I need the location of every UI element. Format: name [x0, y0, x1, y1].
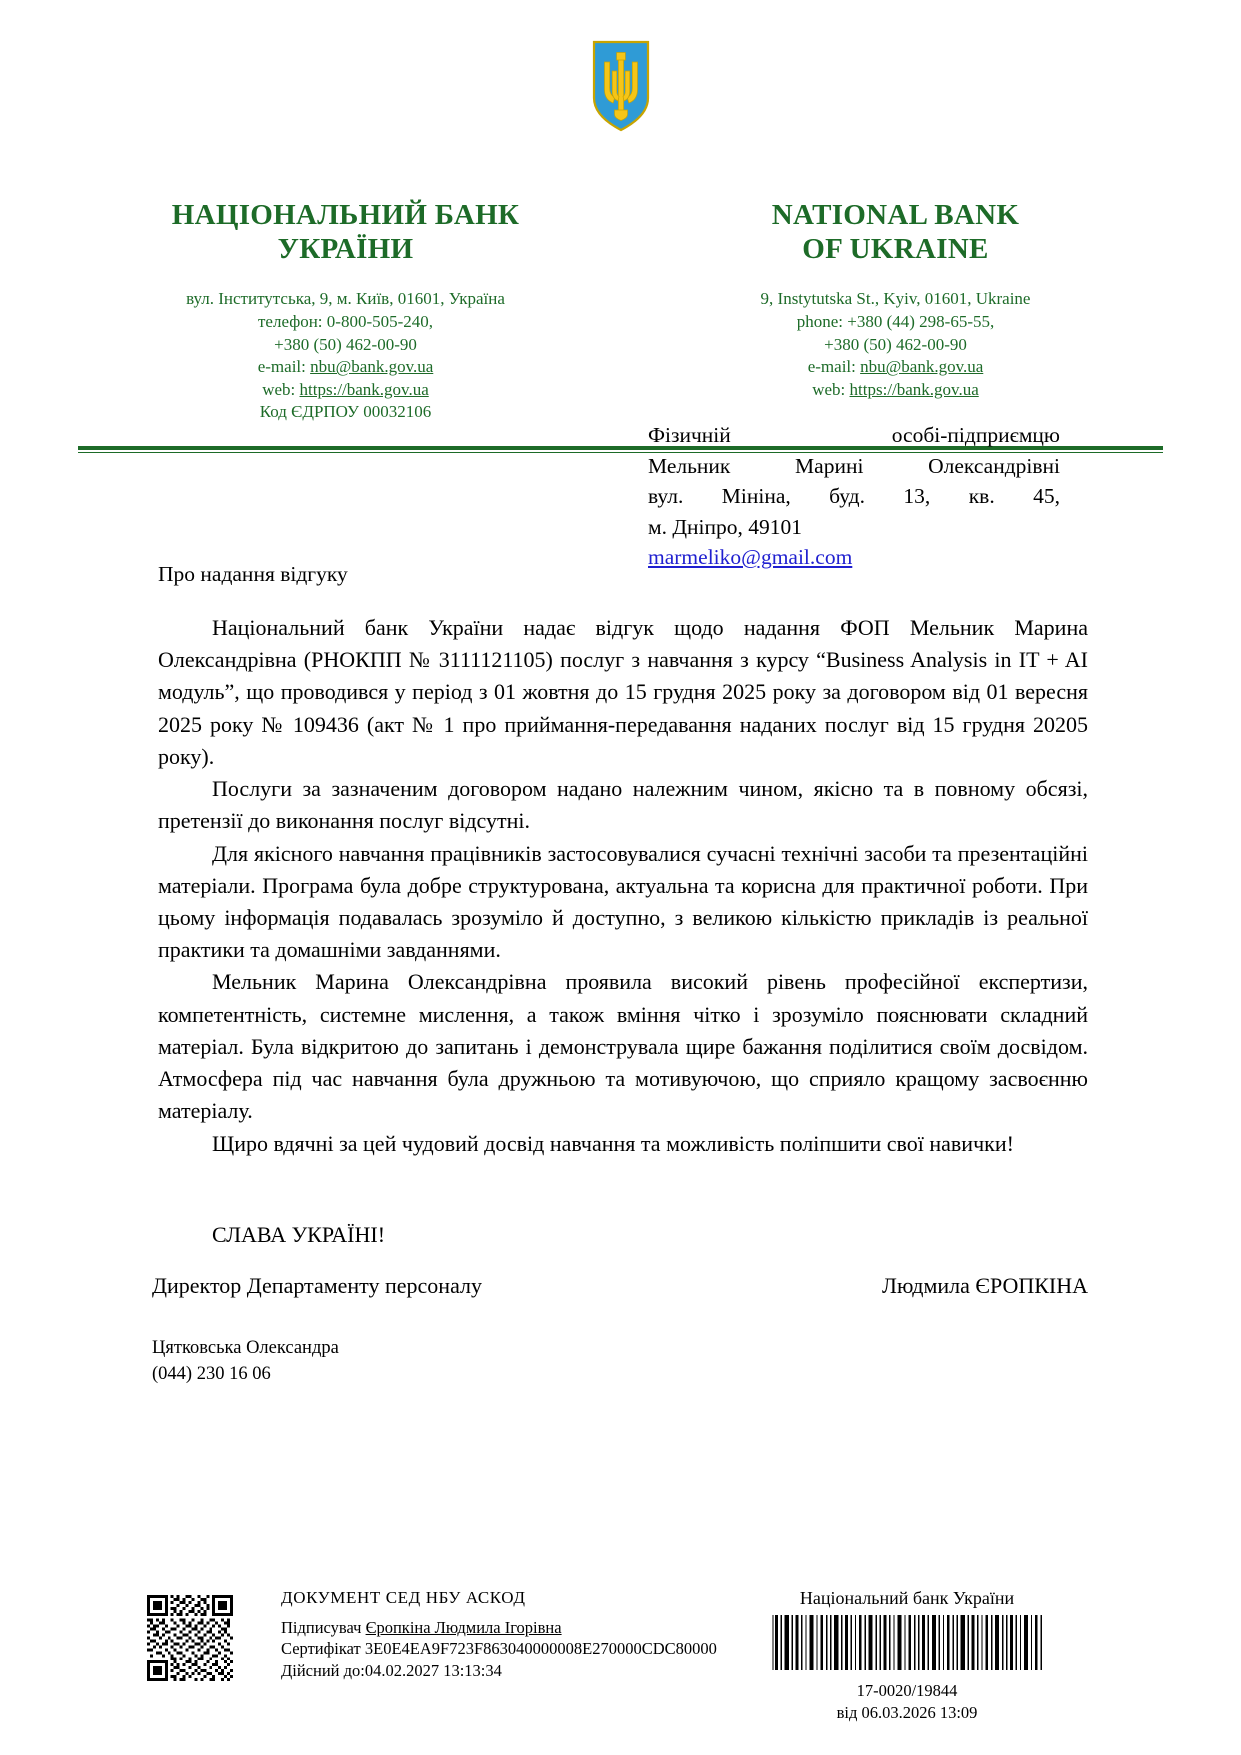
org-edrpou-uk: Код ЄДРПОУ 00032106 — [259, 402, 432, 422]
org-address-uk: вул. Інститутська, 9, м. Київ, 01601, Україна — [186, 289, 505, 309]
org-phone-uk-2: +380 (50) 462-00-90 — [274, 334, 417, 354]
barcode-block — [742, 1588, 1072, 1724]
document-number-block — [742, 1680, 1072, 1724]
org-email-link-uk[interactable]: nbu@bank.gov.ua — [310, 357, 434, 377]
signer-row — [281, 1617, 717, 1638]
org-web-label-uk: web: — [262, 379, 300, 399]
qr-code-icon — [147, 1595, 233, 1681]
org-name-uk — [146, 198, 546, 266]
addressee-line-1: Фізичній особі-підприємцю — [648, 423, 1060, 447]
org-name-uk-line2: УКРАЇНИ — [277, 233, 414, 266]
letterhead-english — [696, 198, 1096, 424]
ukraine-trident-coat-of-arms-icon — [592, 40, 650, 132]
signature-details — [281, 1588, 717, 1681]
letterhead-columns — [0, 198, 1241, 424]
letterhead — [0, 0, 1241, 453]
addressee-email-row — [648, 542, 1060, 573]
letterhead-ukrainian — [146, 198, 546, 424]
org-contacts-uk — [146, 288, 546, 424]
org-name-en-line2: OF UKRAINE — [802, 233, 989, 266]
org-name-en-line1: NATIONAL BANK — [771, 199, 1020, 231]
body-paragraph-3: Для якісного навчання працівників застосовувалися сучасні технічні засоби та презентаційні матеріали. Програма була добре структурована, актуальна та корисна для практичної роботи. При цьому інформація подавалась зрозуміло й доступно, з великою кількістю прикладів із реальної практики та домашніми завданнями. — [158, 840, 1088, 963]
signer-position: Директор Департаменту персоналу — [152, 1273, 482, 1298]
addressee-line-4: м. Дніпро, 49101 — [648, 514, 803, 539]
org-name-en — [696, 198, 1096, 266]
org-phone-uk-1: телефон: 0-800-505-240, — [257, 312, 434, 332]
body-paragraph-4: Мельник Марина Олександрівна проявила високий рівень професійної експертизи, компетентність, системне мислення, а також вміння чітко і зрозуміло пояснювати складний матеріал. Була відкритою до запитань і демонструвала щире бажання поділитися своїм досвідом. Атмосфера під час навчання була дружньою та мотивуючою, що сприяло кращому засвоєнню матеріалу. — [158, 969, 1088, 1124]
document-footer — [0, 1588, 1241, 1738]
certificate-row — [281, 1638, 717, 1659]
addressee-block — [648, 420, 1060, 573]
addressee-email-link[interactable]: marmeliko@gmail.com — [648, 545, 853, 570]
org-phone-en-2: +380 (50) 462-00-90 — [824, 334, 967, 354]
body-paragraph-2: Послуги за зазначеним договором надано належним чином, якісно та в повному обсязі, претензії до виконання послуг відсутні. — [158, 776, 1088, 834]
addressee-line-3: вул. Мініна, буд. 13, кв. 45, — [648, 484, 1060, 509]
org-email-row-uk — [146, 356, 546, 379]
org-name-uk-line1: НАЦІОНАЛЬНИЙ БАНК — [171, 199, 520, 231]
org-web-row-uk — [146, 379, 546, 402]
letter-body — [158, 612, 1088, 1160]
signer-fullname: Єропкіна Людмила Ігорівна — [365, 1618, 562, 1637]
certificate-valid-until: Дійсний до:04.02.2027 13:13:34 — [281, 1660, 502, 1680]
body-paragraph-5: Щиро вдячні за цей чудовий досвід навчання та можливість поліпшити свої навички! — [212, 1130, 1014, 1156]
document-number: 17-0020/19844 — [856, 1681, 958, 1700]
signer-name: Людмила ЄРОПКІНА — [882, 1273, 1088, 1298]
org-email-link-en[interactable]: nbu@bank.gov.ua — [860, 357, 984, 377]
doc-system-label: ДОКУМЕНТ СЕД НБУ АСКОД — [281, 1588, 526, 1607]
executor-phone: (044) 230 16 06 — [152, 1363, 271, 1384]
certificate-value: 3E0E4EA9F723F863040000008E270000CDC80000 — [364, 1639, 717, 1659]
org-address-en: 9, Instytutska St., Kyiv, 01601, Ukraine — [760, 289, 1031, 309]
addressee-line-2: Мельник Марині Олександрівні — [648, 453, 1060, 478]
signer-label: Підписувач — [281, 1618, 366, 1637]
document-date: від 06.03.2026 13:09 — [836, 1702, 978, 1722]
org-web-link-uk[interactable]: https://bank.gov.ua — [299, 379, 429, 399]
org-web-row-en — [696, 379, 1096, 402]
org-contacts-en — [696, 288, 1096, 401]
org-phone-en-1: phone: +380 (44) 298-65-55, — [796, 312, 995, 332]
certificate-label: Сертифікат — [281, 1639, 365, 1659]
letter-subject: Про надання відгуку — [158, 562, 348, 586]
executor-block — [152, 1336, 339, 1387]
emblem-container — [0, 40, 1241, 150]
signature-block — [152, 1273, 1088, 1299]
closing-slogan: СЛАВА УКРАЇНІ! — [212, 1222, 386, 1247]
body-paragraph-1: Національний банк України надає відгук щодо надання ФОП Мельник Марина Олександрівна (РНОКПП № 3111121105) послуг з навчання з курсу “Business Analysis in IT + AI модуль”, що проводився у період з 01 жовтня до 15 грудня 2025 року за договором від 01 вересня 2025 року № 109436 (акт № 1 про приймання-передавання наданих послуг від 15 грудня 20205 року). — [158, 615, 1088, 769]
barcode-caption: Національний банк України — [799, 1588, 1015, 1608]
barcode-icon — [748, 1615, 1066, 1670]
org-email-row-en — [696, 356, 1096, 379]
org-email-label-uk: e-mail: — [257, 357, 311, 377]
org-email-label-en: e-mail: — [807, 357, 861, 377]
org-web-label-en: web: — [812, 379, 850, 399]
executor-name: Цятковська Олександра — [152, 1338, 339, 1358]
org-web-link-en[interactable]: https://bank.gov.ua — [849, 379, 979, 399]
